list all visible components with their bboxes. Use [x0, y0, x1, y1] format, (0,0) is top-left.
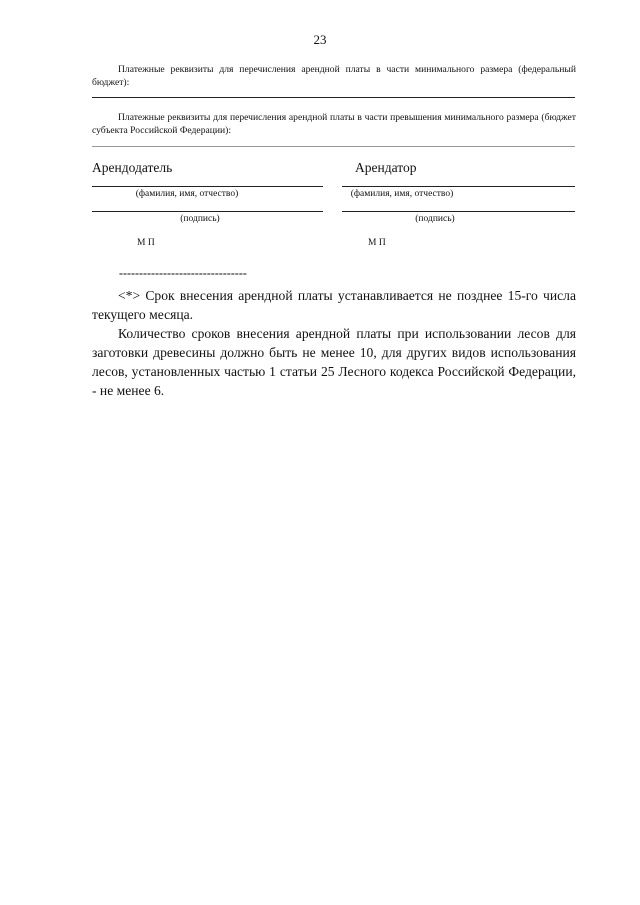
- payment-details-regional: [92, 111, 576, 137]
- lessor-title: Арендодатель: [92, 160, 173, 175]
- footnote-1-text: <*> Срок внесения арендной платы устанавливается не позднее 15-го числа текущего месяца.: [92, 288, 576, 322]
- page-number: 23: [313, 32, 327, 47]
- lessor-name-caption: (фамилия, имя, отчество): [135, 189, 239, 199]
- lessor-name-line: [92, 186, 323, 187]
- footnote-1: [92, 286, 576, 324]
- lessee-name-caption: (фамилия, имя, отчество): [350, 189, 454, 199]
- payment-details-federal-line: [92, 97, 575, 98]
- payment-details-federal-text: Платежные реквизиты для перечисления арендной платы в части минимального размера (федеральный бюджет):: [92, 64, 576, 88]
- lessor-signature-line: [92, 211, 323, 212]
- lessee-stamp: М П: [368, 238, 386, 248]
- payment-details-regional-text: Платежные реквизиты для перечисления арендной платы в части превышения минимального размера (бюджет субъекта Российской Федерации):: [92, 112, 576, 136]
- lessor-signature-caption: (подпись): [180, 214, 220, 224]
- lessor-stamp: М П: [137, 238, 155, 248]
- lessee-signature-caption: (подпись): [415, 214, 455, 224]
- footnote-2: [92, 324, 576, 400]
- lessee-signature-line: [342, 211, 575, 212]
- payment-details-federal: [92, 63, 576, 89]
- payment-details-regional-line: [92, 146, 575, 147]
- lessee-title: Арендатор: [355, 160, 417, 175]
- lessee-name-line: [342, 186, 575, 187]
- footnote-separator: --------------------------------: [119, 266, 247, 280]
- footnote-2-text: Количество сроков внесения арендной платы при использовании лесов для заготовки древесины должно быть не менее 10, для других видов использования лесов, установленных частью 1 статьи 25 Лесного кодекса Российской Федерации, - не менее 6.: [92, 326, 576, 398]
